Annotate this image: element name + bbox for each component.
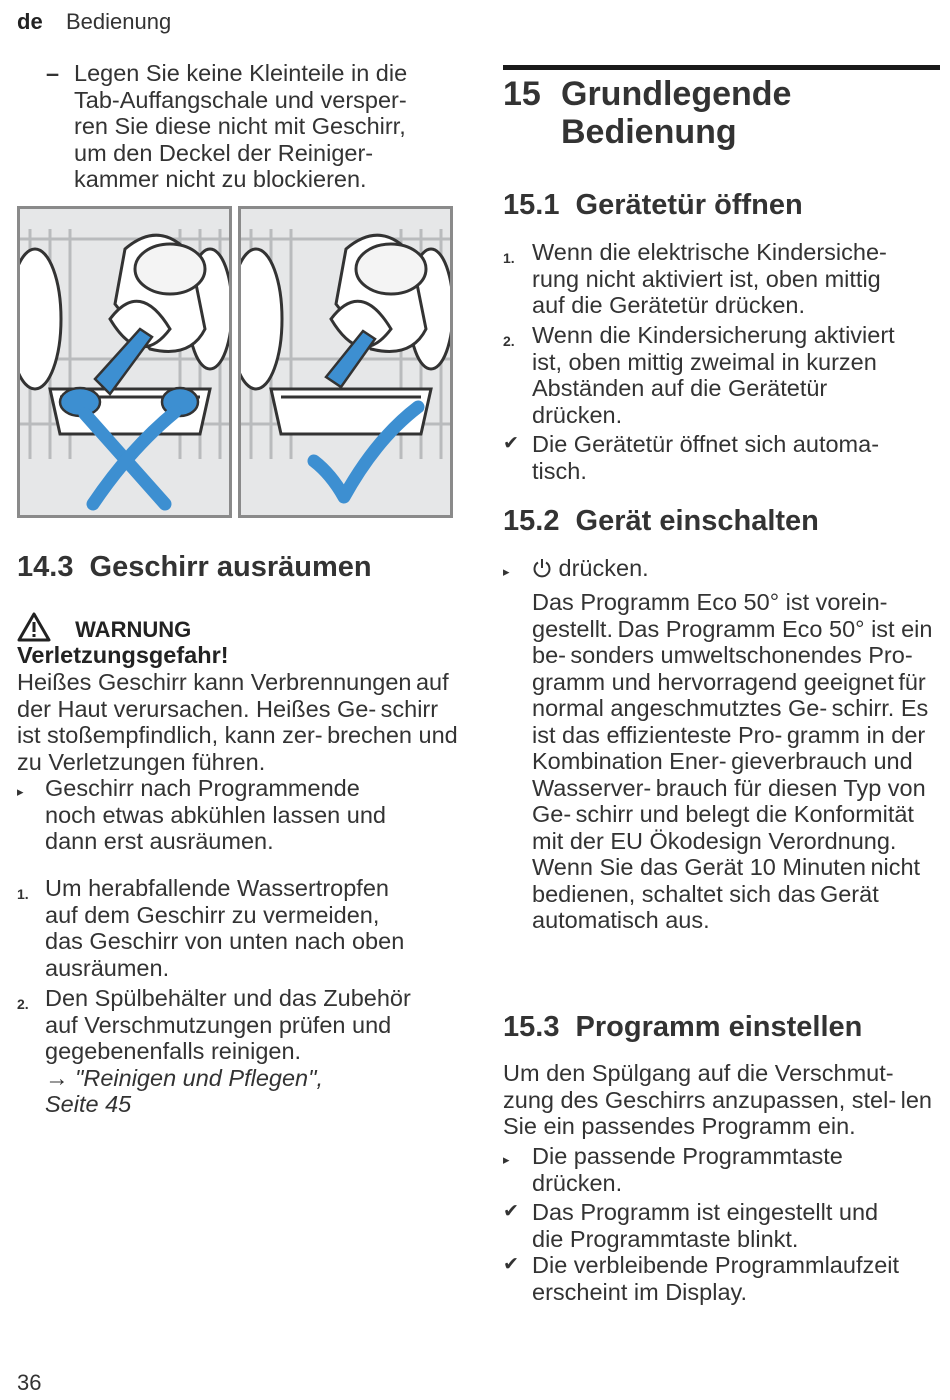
intro-line: um den Deckel der Reiniger-: [74, 139, 374, 166]
language-code: de: [17, 9, 43, 34]
figure-right-loading: [238, 206, 453, 518]
section-number: 15.3: [503, 1011, 560, 1043]
description-line: Das Programm Eco 50° ist ein be-: [532, 615, 933, 668]
action-line: Die passende Programmtaste: [532, 1143, 843, 1169]
checkmark-icon: ✔: [503, 1254, 519, 1275]
arrow-right-icon: →: [45, 1064, 69, 1091]
checkmark-icon: [306, 399, 426, 509]
action-line: noch etwas abkühlen lassen und: [45, 801, 386, 828]
checkmark-icon: ✔: [503, 1201, 519, 1222]
action-line: dann erst ausräumen.: [45, 828, 274, 854]
description-line: Wenn Sie das Gerät 10 Minuten: [532, 854, 866, 880]
description-line: gramm in der Kombination Ener-: [532, 721, 926, 774]
warning-line: schirr ist stoßempfindlich, kann zer-: [17, 695, 439, 748]
cross-reference-link[interactable]: [45, 1065, 457, 1092]
step-number: 2.: [17, 996, 29, 1012]
warning-line: brechen und zu Verletzungen führen.: [17, 722, 458, 775]
intro-line: len Sie ein passendes Programm ein.: [503, 1086, 932, 1139]
result-item: [503, 1252, 943, 1305]
step-line: das Geschirr von unten nach oben: [45, 928, 405, 954]
chapter-title: [561, 75, 950, 151]
result-line: erscheint im Display.: [532, 1278, 748, 1305]
step-line: auf Verschmutzungen prüfen und: [45, 1011, 392, 1038]
step-line: rung nicht aktiviert ist, oben mittig: [532, 265, 881, 292]
description-line: mit der EU Ökodesign Verordnung.: [532, 827, 897, 854]
dash-bullet: –: [46, 60, 60, 86]
step-line: Den Spülbehälter und das Zubehör: [45, 985, 411, 1011]
action-text: drücken.: [558, 555, 649, 581]
cross-icon: [75, 404, 195, 514]
step-line: auf die Gerätetür drücken.: [532, 292, 806, 318]
program-description: [532, 589, 947, 934]
step-line: Wenn die Kindersicherung aktiviert: [532, 322, 895, 348]
section-number: 15.2: [503, 505, 560, 537]
power-icon: [532, 555, 559, 581]
step-line: gegebenenfalls reinigen.: [45, 1038, 302, 1064]
description-line: schirr. Es ist das effizienteste Pro-: [532, 695, 929, 748]
section-title: Gerätetür öffnen: [575, 189, 803, 221]
step-line: ist, oben mittig zweimal in kurzen: [532, 348, 877, 375]
step-item: [503, 322, 943, 428]
section-heading-15-2: [503, 505, 819, 538]
section-title: Geschirr ausräumen: [89, 551, 372, 583]
result-line: Die verbleibende Programmlaufzeit: [532, 1252, 900, 1278]
warning-subtitle: Verletzungsgefahr!: [17, 642, 229, 668]
warning-line: Heißes Geschirr kann Verbrennungen: [17, 669, 412, 695]
chapter-heading: [503, 75, 541, 113]
step-line: Wenn die elektrische Kindersiche-: [532, 239, 887, 265]
description-line: sonders umweltschonendes Pro-: [570, 642, 913, 668]
section-number: 15.1: [503, 189, 560, 221]
result-item: [503, 431, 943, 484]
result-line: tisch.: [532, 457, 587, 484]
description-line: Gerät automatisch aus.: [532, 880, 879, 933]
warning-line: auf der Haut verursachen. Heißes Ge-: [17, 669, 449, 722]
warning-heading: [17, 612, 191, 643]
intro-line: kammer nicht zu blockieren.: [74, 166, 367, 192]
result-line: Das Programm ist eingestellt und: [532, 1199, 879, 1225]
section-number: 14.3: [17, 551, 74, 583]
section-title: Programm einstellen: [575, 1011, 863, 1043]
description-line: gestellt.: [532, 615, 613, 642]
result-item: [503, 1199, 943, 1252]
warning-action-item: [17, 775, 457, 855]
step-item: [17, 875, 457, 981]
header-title: Bedienung: [66, 9, 172, 34]
cross-reference-text: "Reinigen und Pflegen",: [75, 1064, 323, 1091]
action-line: drücken.: [532, 1169, 623, 1196]
description-line: Das Programm Eco 50° ist vorein-: [532, 589, 888, 615]
action-item: [503, 555, 943, 582]
page-number: 36: [17, 1370, 42, 1395]
intro-line: ren Sie diese nicht mit Geschirr,: [74, 113, 406, 139]
cross-reference-page[interactable]: Seite 45: [45, 1091, 132, 1117]
description-line: für normal angeschmutztes Ge-: [532, 668, 926, 721]
action-item: [503, 1143, 943, 1196]
chapter-number: 15: [503, 75, 541, 113]
action-line: Geschirr nach Programmende: [45, 775, 360, 801]
description-line: schirr und belegt die Konformität: [575, 801, 914, 827]
section-heading-15-3: [503, 1011, 862, 1044]
section-heading-14-3: [17, 551, 372, 584]
step-line: drücken.: [532, 401, 623, 428]
result-line: Die Gerätetür öffnet sich automa-: [532, 431, 880, 457]
action-triangle-icon: ▸: [17, 784, 24, 799]
step-number: 1.: [503, 250, 515, 266]
intro-line: zung des Geschirrs anzupassen, stel-: [503, 1086, 897, 1113]
figure-wrong-loading: [17, 206, 232, 518]
step-line: auf dem Geschirr zu vermeiden,: [45, 901, 380, 928]
step-line: Abständen auf die Gerätetür: [532, 375, 828, 401]
step-item: [503, 239, 943, 319]
section-intro: [503, 1060, 948, 1140]
description-line: nicht bedienen, schaltet sich das: [532, 854, 921, 907]
warning-text: [17, 669, 462, 775]
description-line: gieverbrauch und Wasserver-: [532, 748, 913, 801]
chapter-title-line: Bedienung: [561, 113, 737, 151]
action-triangle-icon: ▸: [503, 564, 510, 579]
step-item: [17, 985, 457, 1118]
chapter-rule: [503, 65, 940, 70]
result-line: die Programmtaste blinkt.: [532, 1225, 799, 1252]
step-number: 2.: [503, 333, 515, 349]
section-title: Gerät einschalten: [575, 505, 819, 537]
step-number: 1.: [17, 886, 29, 902]
section-heading-15-1: [503, 189, 803, 222]
warning-label: WARNUNG: [75, 617, 192, 642]
intro-line: Um den Spülgang auf die Verschmut-: [503, 1060, 894, 1086]
action-triangle-icon: ▸: [503, 1152, 510, 1167]
description-line: brauch für diesen Typ von Ge-: [532, 774, 926, 827]
intro-line: Legen Sie keine Kleinteile in die: [74, 60, 408, 86]
intro-dash-item: [46, 60, 466, 193]
intro-line: Tab-Auffangschale und versper-: [74, 86, 407, 113]
chapter-title-line: Grundlegende: [561, 75, 792, 113]
checkmark-icon: ✔: [503, 433, 519, 454]
step-line: ausräumen.: [45, 954, 170, 981]
step-line: Um herabfallende Wassertropfen: [45, 875, 389, 901]
description-line: gramm und hervorragend geeignet: [532, 668, 894, 695]
warning-triangle-icon: [17, 612, 51, 642]
